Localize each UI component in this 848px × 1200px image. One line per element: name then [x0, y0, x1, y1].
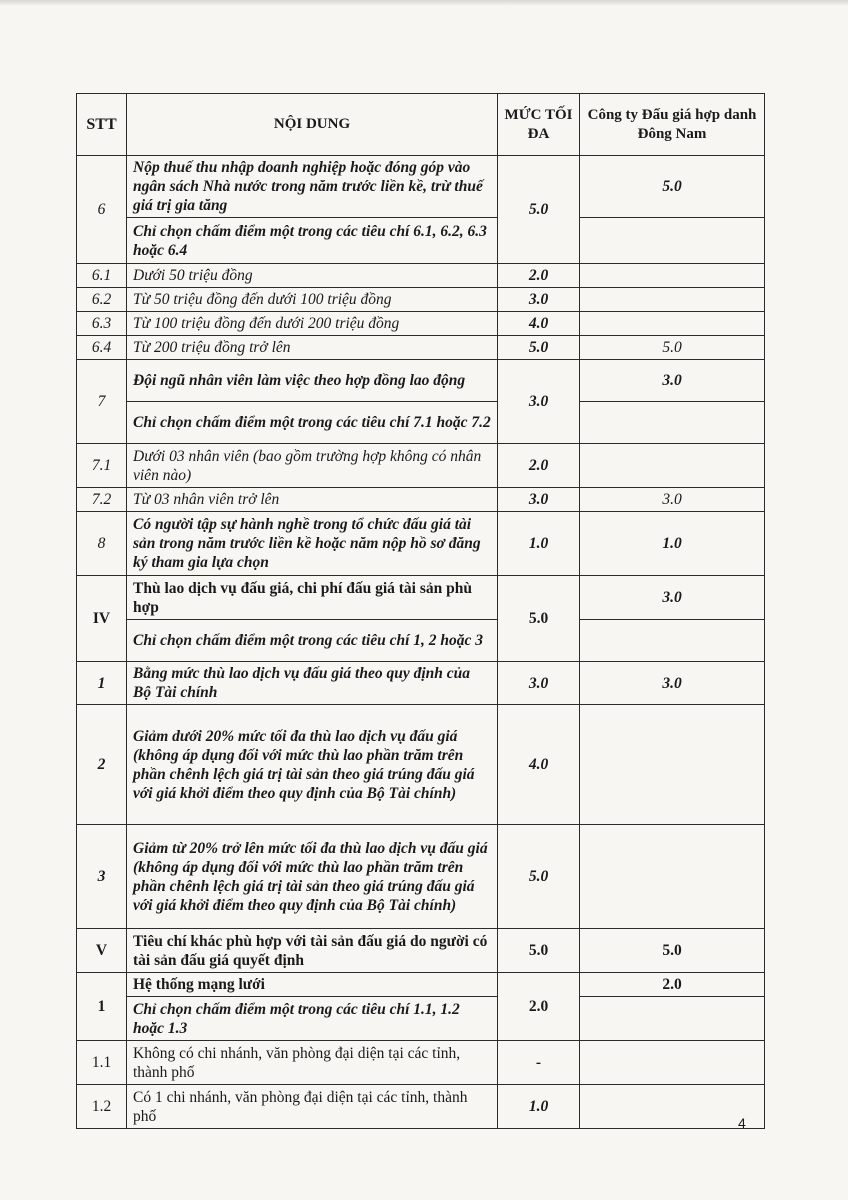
row-score-empty	[580, 402, 765, 444]
row-note: Chỉ chọn chấm điểm một trong các tiêu chí 1.1, 1.2 hoặc 1.3	[127, 997, 498, 1041]
row-note: Chỉ chọn chấm điểm một trong các tiêu chí 1, 2 hoặc 3	[127, 620, 498, 662]
row-score	[580, 1085, 765, 1129]
row-max: 4.0	[498, 705, 580, 825]
row-content: Giảm dưới 20% mức tối đa thù lao dịch vụ đấu giá (không áp dụng đối với mức thù lao phần trăm trên phần chênh lệch giá trị tài sản theo giá trúng đấu giá với giá khởi điểm theo quy định của Bộ Tài chính)	[127, 705, 498, 825]
table-row	[77, 336, 765, 360]
row-score: 5.0	[580, 156, 765, 218]
table-row	[77, 973, 765, 997]
row-stt: 2	[77, 705, 127, 825]
table-row	[77, 1041, 765, 1085]
row-score	[580, 705, 765, 825]
row-max: 5.0	[498, 825, 580, 929]
row-stt: IV	[77, 576, 127, 662]
header-content: NỘI DUNG	[127, 94, 498, 156]
row-content: Từ 03 nhân viên trở lên	[127, 488, 498, 512]
row-content: Từ 50 triệu đồng đến dưới 100 triệu đồng	[127, 288, 498, 312]
table-row	[77, 218, 765, 264]
row-score-empty	[580, 997, 765, 1041]
header-stt: STT	[77, 94, 127, 156]
row-content: Bằng mức thù lao dịch vụ đấu giá theo quy định của Bộ Tài chính	[127, 662, 498, 705]
row-stt: 7.1	[77, 444, 127, 488]
row-max: 4.0	[498, 312, 580, 336]
row-content: Từ 200 triệu đồng trở lên	[127, 336, 498, 360]
row-score: 3.0	[580, 488, 765, 512]
table-header-row	[77, 94, 765, 156]
row-max: 2.0	[498, 973, 580, 1041]
table-row	[77, 620, 765, 662]
row-max: -	[498, 1041, 580, 1085]
row-stt: 7	[77, 360, 127, 444]
table-row	[77, 360, 765, 402]
row-max: 5.0	[498, 336, 580, 360]
row-stt: 6	[77, 156, 127, 264]
table-row	[77, 662, 765, 705]
row-stt: 3	[77, 825, 127, 929]
row-content: Giảm từ 20% trở lên mức tối đa thù lao dịch vụ đấu giá (không áp dụng đối với mức thù lao phần trăm trên phần chênh lệch giá trị tài sản theo giá trúng đấu giá với giá khởi điểm theo quy định của Bộ Tài chính)	[127, 825, 498, 929]
row-stt: V	[77, 929, 127, 973]
table-row	[77, 488, 765, 512]
row-content: Thù lao dịch vụ đấu giá, chi phí đấu giá tài sản phù hợp	[127, 576, 498, 620]
row-note: Chỉ chọn chấm điểm một trong các tiêu chí 7.1 hoặc 7.2	[127, 402, 498, 444]
criteria-table	[76, 93, 765, 1129]
row-max: 2.0	[498, 444, 580, 488]
row-content: Từ 100 triệu đồng đến dưới 200 triệu đồng	[127, 312, 498, 336]
row-score	[580, 312, 765, 336]
row-stt: 1.1	[77, 1041, 127, 1085]
row-score	[580, 1041, 765, 1085]
row-stt: 1	[77, 973, 127, 1041]
table-row	[77, 444, 765, 488]
row-content: Dưới 50 triệu đồng	[127, 264, 498, 288]
row-content: Có người tập sự hành nghề trong tổ chức đấu giá tài sản trong năm trước liền kề hoặc năm nộp hồ sơ đăng ký tham gia lựa chọn	[127, 512, 498, 576]
row-max: 3.0	[498, 488, 580, 512]
table-row	[77, 312, 765, 336]
row-stt: 6.1	[77, 264, 127, 288]
row-content: Nộp thuế thu nhập doanh nghiệp hoặc đóng góp vào ngân sách Nhà nước trong năm trước liền kề, trừ thuế giá trị gia tăng	[127, 156, 498, 218]
row-max: 5.0	[498, 929, 580, 973]
table-row	[77, 576, 765, 620]
row-content: Đội ngũ nhân viên làm việc theo hợp đồng lao động	[127, 360, 498, 402]
row-max: 3.0	[498, 662, 580, 705]
row-score	[580, 288, 765, 312]
row-max: 1.0	[498, 512, 580, 576]
row-stt: 8	[77, 512, 127, 576]
row-score: 1.0	[580, 512, 765, 576]
row-score	[580, 444, 765, 488]
table-row	[77, 512, 765, 576]
table-row	[77, 705, 765, 825]
scan-edge	[0, 0, 848, 6]
row-score	[580, 264, 765, 288]
table-row	[77, 264, 765, 288]
table-row	[77, 929, 765, 973]
row-stt: 6.3	[77, 312, 127, 336]
header-company: Công ty Đấu giá hợp danh Đông Nam	[580, 94, 765, 156]
page-number: 4	[738, 1115, 746, 1131]
row-score-empty	[580, 620, 765, 662]
row-note: Chỉ chọn chấm điểm một trong các tiêu chí 6.1, 6.2, 6.3 hoặc 6.4	[127, 218, 498, 264]
row-content: Dưới 03 nhân viên (bao gồm trường hợp không có nhân viên nào)	[127, 444, 498, 488]
row-max: 3.0	[498, 288, 580, 312]
row-content: Có 1 chi nhánh, văn phòng đại diện tại các tỉnh, thành phố	[127, 1085, 498, 1129]
row-content: Không có chi nhánh, văn phòng đại diện tại các tỉnh, thành phố	[127, 1041, 498, 1085]
row-stt: 1.2	[77, 1085, 127, 1129]
row-stt: 7.2	[77, 488, 127, 512]
table-row	[77, 156, 765, 218]
row-score: 3.0	[580, 662, 765, 705]
row-max: 1.0	[498, 1085, 580, 1129]
row-stt: 1	[77, 662, 127, 705]
table-row	[77, 825, 765, 929]
row-score: 3.0	[580, 360, 765, 402]
header-max: MỨC TỐI ĐA	[498, 94, 580, 156]
row-score: 5.0	[580, 929, 765, 973]
row-score	[580, 825, 765, 929]
row-max: 3.0	[498, 360, 580, 444]
table-row	[77, 402, 765, 444]
row-max: 2.0	[498, 264, 580, 288]
row-stt: 6.2	[77, 288, 127, 312]
row-max: 5.0	[498, 156, 580, 264]
row-content: Tiêu chí khác phù hợp với tài sản đấu giá do người có tài sản đấu giá quyết định	[127, 929, 498, 973]
row-score: 5.0	[580, 336, 765, 360]
row-score-empty	[580, 218, 765, 264]
table-row	[77, 288, 765, 312]
row-content: Hệ thống mạng lưới	[127, 973, 498, 997]
row-score: 2.0	[580, 973, 765, 997]
row-max: 5.0	[498, 576, 580, 662]
row-score: 3.0	[580, 576, 765, 620]
table-row	[77, 997, 765, 1041]
row-stt: 6.4	[77, 336, 127, 360]
table-row	[77, 1085, 765, 1129]
